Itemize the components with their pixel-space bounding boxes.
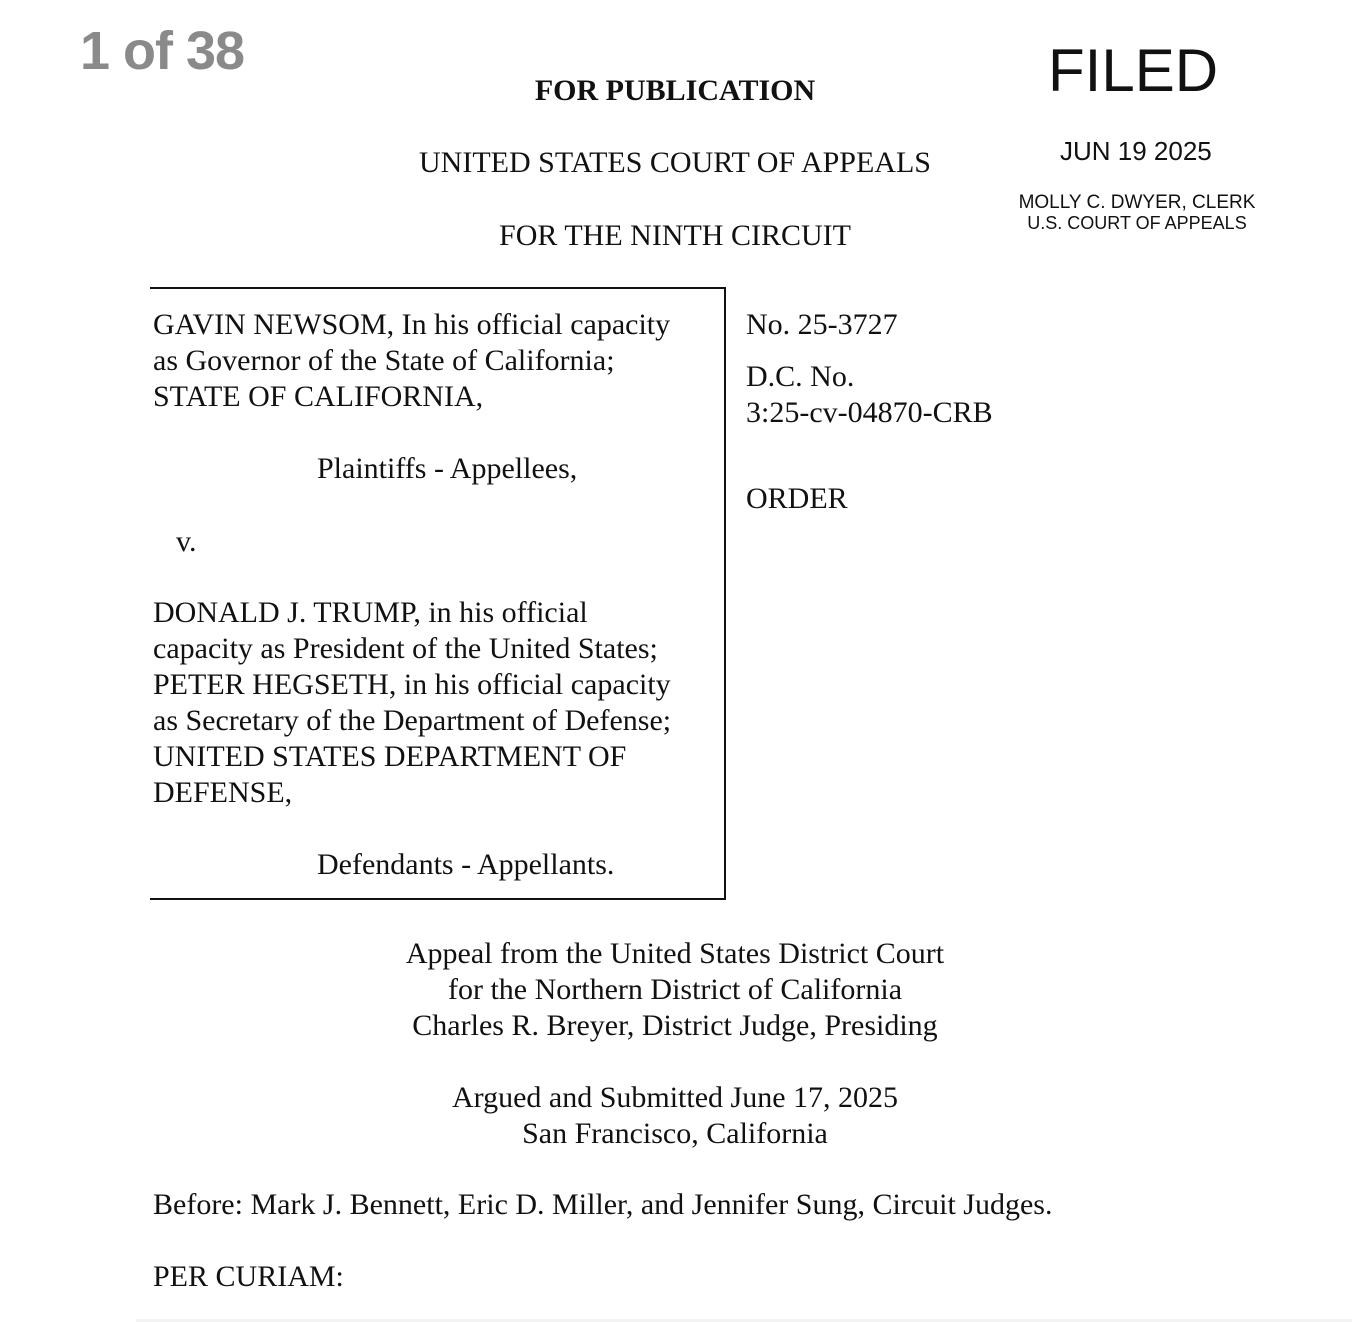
appeal-line: for the Northern District of California — [447, 973, 903, 1006]
plaintiffs-role: Plaintiffs - Appellees, — [317, 452, 578, 485]
filed-stamp-date: JUN 19 2025 — [1060, 136, 1212, 166]
defendants-line: DEFENSE, — [153, 776, 293, 809]
plaintiffs-block — [153, 307, 670, 415]
defendants-line: DONALD J. TRUMP, in his official — [153, 596, 588, 629]
district-court-number: 3:25-cv-04870-CRB — [746, 396, 993, 429]
appeal-line: Charles R. Breyer, District Judge, Presiding — [412, 1009, 938, 1042]
defendants-line: PETER HEGSETH, in his official capacity — [153, 668, 671, 701]
filed-stamp-clerk: MOLLY C. DWYER, CLERK — [1018, 192, 1256, 213]
plaintiffs-line: GAVIN NEWSOM, In his official capacity — [153, 308, 671, 341]
defendants-block — [153, 595, 671, 811]
filed-stamp-court: U.S. COURT OF APPEALS — [1027, 213, 1247, 233]
per-curiam-heading: PER CURIAM: — [153, 1260, 344, 1293]
court-name: UNITED STATES COURT OF APPEALS — [419, 146, 931, 179]
publication-status: FOR PUBLICATION — [534, 74, 816, 107]
page-counter: 1 of 38 — [80, 21, 245, 81]
defendants-line: capacity as President of the United States; — [153, 632, 658, 665]
argument-line: San Francisco, California — [522, 1117, 828, 1150]
case-number: No. 25-3727 — [746, 308, 898, 341]
defendants-line: as Secretary of the Department of Defense; — [153, 704, 672, 737]
argument-line: Argued and Submitted June 17, 2025 — [451, 1081, 899, 1114]
circuit-name: FOR THE NINTH CIRCUIT — [499, 219, 851, 252]
argument-info — [0, 1080, 1350, 1152]
plaintiffs-line: STATE OF CALIFORNIA, — [153, 380, 484, 413]
appeal-line: Appeal from the United States District Court — [405, 937, 945, 970]
plaintiffs-line: as Governor of the State of California; — [153, 344, 615, 377]
panel-judges: Before: Mark J. Bennett, Eric D. Miller, and Jennifer Sung, Circuit Judges. — [153, 1188, 1053, 1221]
versus-label: v. — [176, 525, 197, 558]
district-court-label: D.C. No. — [746, 360, 855, 393]
document-type: ORDER — [746, 482, 848, 515]
defendants-role: Defendants - Appellants. — [317, 848, 615, 881]
filed-stamp-word: FILED — [1048, 37, 1219, 104]
defendants-line: UNITED STATES DEPARTMENT OF — [153, 740, 627, 773]
appeal-info — [0, 936, 1350, 1044]
